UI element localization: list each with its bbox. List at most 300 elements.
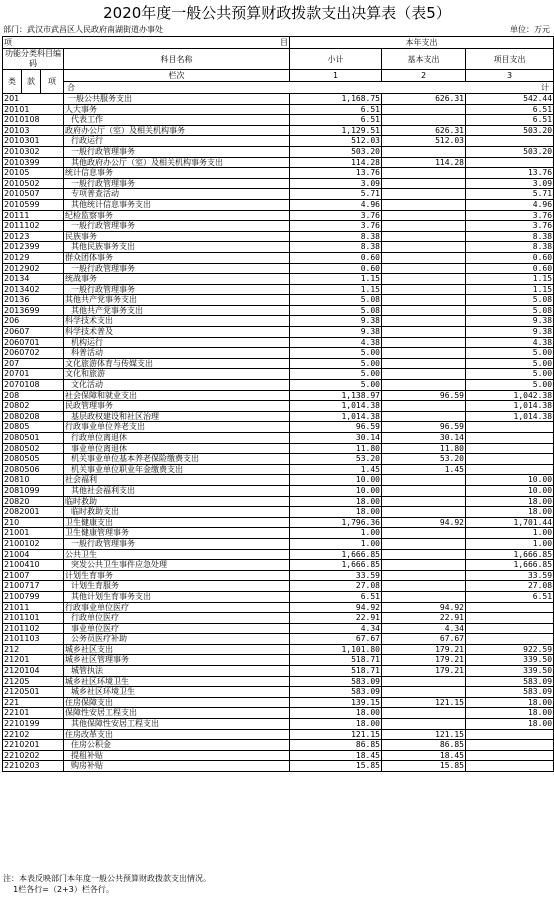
table-row — [3, 136, 554, 147]
row-name: 科学技术支出 — [64, 316, 290, 327]
row-subtotal: 4.96 — [290, 199, 382, 210]
row-subtotal: 9.38 — [290, 327, 382, 338]
table-row — [3, 549, 554, 560]
row-subtotal: 67.67 — [290, 634, 382, 645]
row-project — [466, 761, 554, 772]
row-name: 公共卫生 — [64, 549, 290, 560]
row-basic — [382, 263, 466, 274]
row-code: 22102 — [3, 729, 64, 740]
row-name: 政府办公厅（室）及相关机构事务 — [64, 125, 290, 136]
row-code: 2010108 — [3, 115, 64, 126]
row-basic: 67.67 — [382, 634, 466, 645]
table-row — [3, 570, 554, 581]
row-code: 2013699 — [3, 305, 64, 316]
row-basic — [382, 507, 466, 518]
row-subtotal: 13.76 — [290, 168, 382, 179]
table-row — [3, 242, 554, 253]
row-basic — [382, 221, 466, 232]
row-code: 207 — [3, 358, 64, 369]
row-name: 一般行政管理事务 — [64, 178, 290, 189]
table-row — [3, 316, 554, 327]
row-project — [466, 443, 554, 454]
row-project: 583.09 — [466, 676, 554, 687]
row-subtotal: 6.51 — [290, 104, 382, 115]
row-project — [466, 729, 554, 740]
table-row — [3, 464, 554, 475]
row-subtotal: 6.51 — [290, 115, 382, 126]
row-code: 2100102 — [3, 538, 64, 549]
row-basic — [382, 676, 466, 687]
row-basic: 96.59 — [382, 422, 466, 433]
row-name: 其他民族事务支出 — [64, 242, 290, 253]
row-name: 一般公共服务支出 — [64, 94, 290, 105]
row-basic: 1.45 — [382, 464, 466, 475]
row-basic — [382, 178, 466, 189]
table-row — [3, 475, 554, 486]
row-basic — [382, 115, 466, 126]
table-row — [3, 719, 554, 730]
table-row — [3, 380, 554, 391]
row-subtotal: 8.38 — [290, 231, 382, 242]
row-project: 3.76 — [466, 221, 554, 232]
row-subtotal: 1.00 — [290, 528, 382, 539]
row-name: 纪检监察事务 — [64, 210, 290, 221]
row-basic: 179.21 — [382, 655, 466, 666]
row-subtotal: 503.20 — [290, 146, 382, 157]
row-name: 一般行政管理事务 — [64, 146, 290, 157]
row-basic — [382, 305, 466, 316]
row-subtotal: 114.28 — [290, 157, 382, 168]
row-name: 住房保障支出 — [64, 697, 290, 708]
row-subtotal: 18.00 — [290, 496, 382, 507]
row-basic: 94.92 — [382, 602, 466, 613]
row-basic — [382, 146, 466, 157]
row-code: 2101101 — [3, 613, 64, 624]
row-subtotal: 1,014.38 — [290, 401, 382, 412]
row-code: 20105 — [3, 168, 64, 179]
row-basic — [382, 687, 466, 698]
row-project — [466, 422, 554, 433]
row-basic — [382, 295, 466, 306]
row-project: 10.00 — [466, 485, 554, 496]
row-project: 1,014.38 — [466, 401, 554, 412]
row-name: 城乡社区环境卫生 — [64, 687, 290, 698]
unit-label: 单位：万元 — [510, 25, 550, 34]
row-basic — [382, 104, 466, 115]
header-year-spend: 本年支出 — [290, 37, 554, 49]
row-basic — [382, 348, 466, 359]
row-basic — [382, 242, 466, 253]
header-col1: 1 — [290, 70, 382, 82]
row-code: 2010599 — [3, 199, 64, 210]
row-project: 13.76 — [466, 168, 554, 179]
row-project: 10.00 — [466, 475, 554, 486]
row-code: 2010302 — [3, 146, 64, 157]
row-project: 583.09 — [466, 687, 554, 698]
row-project: 0.60 — [466, 252, 554, 263]
row-project: 18.00 — [466, 507, 554, 518]
row-basic — [382, 475, 466, 486]
table-row — [3, 295, 554, 306]
header-col2: 2 — [382, 70, 466, 82]
row-name: 一般行政管理事务 — [64, 538, 290, 549]
table-row — [3, 708, 554, 719]
row-project: 542.44 — [466, 94, 554, 105]
row-code: 210 — [3, 517, 64, 528]
table-row — [3, 94, 554, 105]
table-row — [3, 761, 554, 772]
table-row — [3, 327, 554, 338]
row-subtotal: 30.14 — [290, 433, 382, 444]
row-code: 20805 — [3, 422, 64, 433]
row-code: 21004 — [3, 549, 64, 560]
row-subtotal: 53.20 — [290, 454, 382, 465]
table-row — [3, 433, 554, 444]
table-row — [3, 104, 554, 115]
row-subtotal: 518.71 — [290, 666, 382, 677]
row-basic — [382, 316, 466, 327]
row-subtotal: 10.00 — [290, 475, 382, 486]
row-name: 一般行政管理事务 — [64, 221, 290, 232]
row-subtotal: 0.60 — [290, 252, 382, 263]
row-name: 其他社会福利支出 — [64, 485, 290, 496]
row-project: 8.38 — [466, 231, 554, 242]
table-row — [3, 274, 554, 285]
row-basic — [382, 210, 466, 221]
row-name: 专项普查活动 — [64, 189, 290, 200]
table-row — [3, 157, 554, 168]
row-basic: 22.91 — [382, 613, 466, 624]
row-project: 1,666.85 — [466, 560, 554, 571]
row-basic — [382, 327, 466, 338]
row-project: 4.38 — [466, 337, 554, 348]
table-row — [3, 634, 554, 645]
row-code: 2010399 — [3, 157, 64, 168]
table-row — [3, 146, 554, 157]
row-code: 2080505 — [3, 454, 64, 465]
row-basic — [382, 485, 466, 496]
row-basic — [382, 358, 466, 369]
row-project: 1.15 — [466, 274, 554, 285]
table-row — [3, 750, 554, 761]
row-subtotal: 5.00 — [290, 348, 382, 359]
row-name: 文化和旅游 — [64, 369, 290, 380]
table-row — [3, 729, 554, 740]
table-row — [3, 538, 554, 549]
table-row — [3, 422, 554, 433]
row-name: 住房公积金 — [64, 740, 290, 751]
row-basic: 121.15 — [382, 729, 466, 740]
row-subtotal: 1,138.97 — [290, 390, 382, 401]
header-lei: 类 — [3, 70, 22, 94]
row-project: 1.00 — [466, 528, 554, 539]
row-basic — [382, 496, 466, 507]
row-project — [466, 613, 554, 624]
row-code: 2120104 — [3, 666, 64, 677]
row-name: 城乡社区管理事务 — [64, 655, 290, 666]
row-subtotal: 5.71 — [290, 189, 382, 200]
table-row — [3, 581, 554, 592]
row-code: 21205 — [3, 676, 64, 687]
row-name: 行政单位离退休 — [64, 433, 290, 444]
row-name: 统战事务 — [64, 274, 290, 285]
row-basic — [382, 189, 466, 200]
row-name: 临时救助 — [64, 496, 290, 507]
row-code: 20111 — [3, 210, 64, 221]
row-basic — [382, 284, 466, 295]
row-project: 1,042.38 — [466, 390, 554, 401]
row-basic: 53.20 — [382, 454, 466, 465]
footnote-1: 注：本表反映部门本年度一般公共预算财政拨款支出情况。 — [3, 874, 211, 883]
row-basic: 96.59 — [382, 390, 466, 401]
row-basic: 11.80 — [382, 443, 466, 454]
row-basic — [382, 168, 466, 179]
header-subject-name: 科目名称 — [64, 49, 290, 70]
row-basic: 94.92 — [382, 517, 466, 528]
row-project: 18.00 — [466, 697, 554, 708]
row-name: 行政事业单位医疗 — [64, 602, 290, 613]
row-basic: 121.15 — [382, 697, 466, 708]
row-subtotal: 22.91 — [290, 613, 382, 624]
table-row — [3, 666, 554, 677]
row-code: 2060702 — [3, 348, 64, 359]
row-code: 2013402 — [3, 284, 64, 295]
row-project: 5.00 — [466, 369, 554, 380]
row-subtotal: 18.00 — [290, 708, 382, 719]
total-row — [3, 82, 554, 94]
table-row — [3, 411, 554, 422]
row-subtotal: 1,168.75 — [290, 94, 382, 105]
row-name: 其他政府办公厅（室）及相关机构事务支出 — [64, 157, 290, 168]
row-subtotal: 6.51 — [290, 591, 382, 602]
row-subtotal: 1,014.38 — [290, 411, 382, 422]
row-name: 保障性安居工程支出 — [64, 708, 290, 719]
row-code: 20134 — [3, 274, 64, 285]
row-name: 住房改革支出 — [64, 729, 290, 740]
table-row — [3, 697, 554, 708]
row-basic — [382, 411, 466, 422]
header-project: 项目支出 — [466, 49, 554, 70]
row-name: 群众团体事务 — [64, 252, 290, 263]
footnotes — [3, 873, 211, 895]
row-name: 行政单位医疗 — [64, 613, 290, 624]
row-subtotal: 5.00 — [290, 380, 382, 391]
header-func-code: 功能分类科目编码 — [3, 49, 64, 70]
row-code: 20802 — [3, 401, 64, 412]
row-code: 2210199 — [3, 719, 64, 730]
row-project: 18.00 — [466, 719, 554, 730]
row-code: 2010507 — [3, 189, 64, 200]
row-name: 机关事业单位职业年金缴费支出 — [64, 464, 290, 475]
row-project: 5.71 — [466, 189, 554, 200]
row-subtotal: 1.15 — [290, 284, 382, 295]
row-code: 21001 — [3, 528, 64, 539]
row-code: 221 — [3, 697, 64, 708]
row-subtotal: 5.00 — [290, 358, 382, 369]
row-project: 18.00 — [466, 708, 554, 719]
row-name: 计划生育服务 — [64, 581, 290, 592]
row-code: 2210203 — [3, 761, 64, 772]
row-project: 4.96 — [466, 199, 554, 210]
row-subtotal: 583.09 — [290, 687, 382, 698]
row-name: 科学技术普及 — [64, 327, 290, 338]
row-subtotal: 86.85 — [290, 740, 382, 751]
row-name: 一般行政管理事务 — [64, 284, 290, 295]
row-project: 5.00 — [466, 358, 554, 369]
row-name: 其他共产党事务支出 — [64, 305, 290, 316]
row-code: 20129 — [3, 252, 64, 263]
row-basic: 626.31 — [382, 94, 466, 105]
row-basic: 18.45 — [382, 750, 466, 761]
row-subtotal: 1,796.36 — [290, 517, 382, 528]
row-name: 提租补贴 — [64, 750, 290, 761]
row-project — [466, 623, 554, 634]
table-row — [3, 115, 554, 126]
row-name: 其他共产党事务支出 — [64, 295, 290, 306]
row-subtotal: 27.08 — [290, 581, 382, 592]
row-subtotal: 1.00 — [290, 538, 382, 549]
row-name: 城乡社区环境卫生 — [64, 676, 290, 687]
table-row — [3, 337, 554, 348]
row-project: 1,666.85 — [466, 549, 554, 560]
row-project: 503.20 — [466, 125, 554, 136]
table-row — [3, 369, 554, 380]
row-subtotal: 512.03 — [290, 136, 382, 147]
row-subtotal: 1.15 — [290, 274, 382, 285]
row-name: 计划生育事务 — [64, 570, 290, 581]
table-row — [3, 507, 554, 518]
row-basic — [382, 708, 466, 719]
header-lanci: 栏次 — [64, 70, 290, 82]
row-project: 18.00 — [466, 496, 554, 507]
table-row — [3, 168, 554, 179]
row-project — [466, 136, 554, 147]
header-item: 项 — [3, 37, 64, 49]
table-row — [3, 591, 554, 602]
row-name: 社会保障和就业支出 — [64, 390, 290, 401]
table-row — [3, 178, 554, 189]
header-basic: 基本支出 — [382, 49, 466, 70]
row-name: 一般行政管理事务 — [64, 263, 290, 274]
header-col3: 3 — [466, 70, 554, 82]
header-mu: 目 — [64, 37, 290, 49]
row-project: 9.38 — [466, 316, 554, 327]
row-code: 2011102 — [3, 221, 64, 232]
row-project: 33.59 — [466, 570, 554, 581]
row-basic — [382, 252, 466, 263]
table-row — [3, 454, 554, 465]
row-name: 卫生健康支出 — [64, 517, 290, 528]
row-code: 20103 — [3, 125, 64, 136]
row-subtotal: 4.34 — [290, 623, 382, 634]
row-subtotal: 18.00 — [290, 507, 382, 518]
row-project — [466, 464, 554, 475]
row-name: 社会福利 — [64, 475, 290, 486]
row-basic: 30.14 — [382, 433, 466, 444]
table-row — [3, 390, 554, 401]
row-code: 20607 — [3, 327, 64, 338]
row-basic — [382, 369, 466, 380]
row-subtotal: 121.15 — [290, 729, 382, 740]
table-row — [3, 401, 554, 412]
table-row — [3, 284, 554, 295]
row-basic: 15.85 — [382, 761, 466, 772]
row-name: 购房补贴 — [64, 761, 290, 772]
row-name: 民政管理事务 — [64, 401, 290, 412]
row-project: 0.60 — [466, 263, 554, 274]
row-code: 20810 — [3, 475, 64, 486]
table-row — [3, 623, 554, 634]
table-row — [3, 517, 554, 528]
row-project — [466, 602, 554, 613]
row-subtotal: 18.00 — [290, 719, 382, 730]
table-row — [3, 496, 554, 507]
row-basic: 86.85 — [382, 740, 466, 751]
row-basic — [382, 231, 466, 242]
row-project: 1.00 — [466, 538, 554, 549]
row-name: 基层政权建设和社区治理 — [64, 411, 290, 422]
row-basic — [382, 337, 466, 348]
table-row — [3, 655, 554, 666]
row-code: 2060701 — [3, 337, 64, 348]
table-row — [3, 252, 554, 263]
row-code: 2210202 — [3, 750, 64, 761]
row-name: 民族事务 — [64, 231, 290, 242]
row-code: 2101102 — [3, 623, 64, 634]
row-project: 503.20 — [466, 146, 554, 157]
row-subtotal: 1,666.85 — [290, 549, 382, 560]
row-code: 21011 — [3, 602, 64, 613]
row-subtotal: 5.08 — [290, 305, 382, 316]
row-project: 5.08 — [466, 295, 554, 306]
table-row — [3, 358, 554, 369]
row-name: 其他计划生育事务支出 — [64, 591, 290, 602]
row-code: 2120501 — [3, 687, 64, 698]
row-project: 27.08 — [466, 581, 554, 592]
row-project: 5.00 — [466, 380, 554, 391]
row-project: 922.59 — [466, 644, 554, 655]
row-name: 文化活动 — [64, 380, 290, 391]
row-code: 201 — [3, 94, 64, 105]
row-project: 1.15 — [466, 284, 554, 295]
table-row — [3, 613, 554, 624]
row-subtotal: 583.09 — [290, 676, 382, 687]
table-row — [3, 210, 554, 221]
row-project: 6.51 — [466, 591, 554, 602]
row-code: 2012902 — [3, 263, 64, 274]
row-name: 统计信息事务 — [64, 168, 290, 179]
row-name: 公务员医疗补助 — [64, 634, 290, 645]
row-project: 3.76 — [466, 210, 554, 221]
row-name: 临时救助支出 — [64, 507, 290, 518]
row-subtotal: 11.80 — [290, 443, 382, 454]
row-code: 2080502 — [3, 443, 64, 454]
row-basic: 4.34 — [382, 623, 466, 634]
row-project: 3.09 — [466, 178, 554, 189]
row-subtotal: 18.45 — [290, 750, 382, 761]
row-subtotal: 94.92 — [290, 602, 382, 613]
row-project — [466, 433, 554, 444]
expenditure-table — [2, 36, 554, 772]
table-row — [3, 644, 554, 655]
row-basic: 512.03 — [382, 136, 466, 147]
row-project: 6.51 — [466, 104, 554, 115]
total-label-a: 合 — [67, 83, 75, 92]
row-code: 20701 — [3, 369, 64, 380]
row-code: 212 — [3, 644, 64, 655]
row-name: 事业单位离退休 — [64, 443, 290, 454]
row-project — [466, 740, 554, 751]
